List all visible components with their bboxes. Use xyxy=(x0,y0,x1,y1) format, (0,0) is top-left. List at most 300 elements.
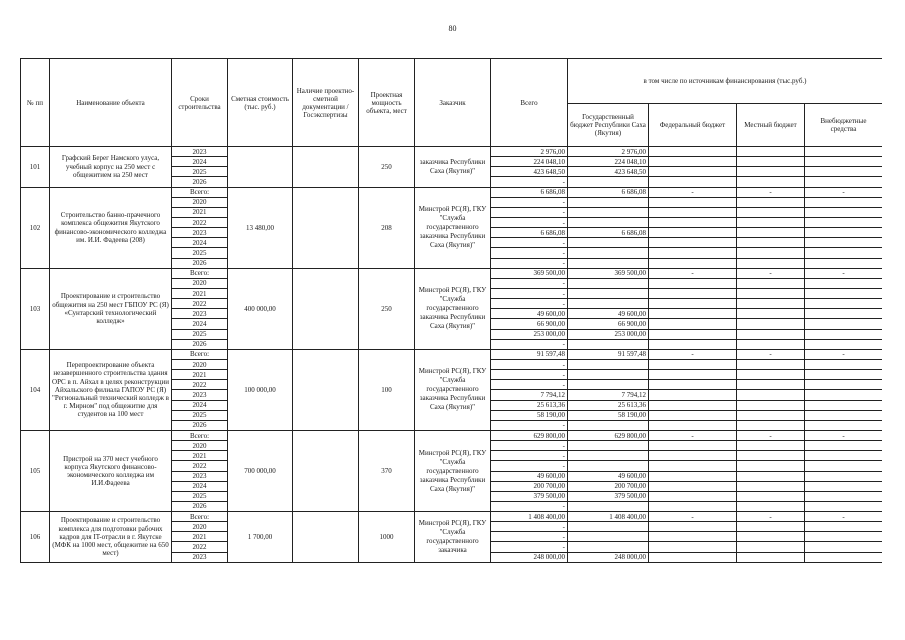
row-extra xyxy=(805,248,883,258)
row-state xyxy=(568,522,649,532)
row-year: Всего: xyxy=(172,430,228,440)
row-state: 200 700,00 xyxy=(568,481,649,491)
row-extra xyxy=(805,288,883,298)
row-total: - xyxy=(491,370,568,380)
row-federal xyxy=(649,420,737,430)
table-row xyxy=(21,187,883,197)
row-local: - xyxy=(737,349,805,359)
row-federal xyxy=(649,278,737,288)
table-row xyxy=(21,349,883,359)
row-extra xyxy=(805,441,883,451)
row-state: 66 900,00 xyxy=(568,319,649,329)
project-customer: Минстрой РС(Я), ГКУ "Служба государственного заказчика Республики Саха (Якутия)" xyxy=(415,187,491,268)
header-source-extra: Внебюджетные средства xyxy=(805,104,883,147)
header-total: Всего xyxy=(491,59,568,147)
row-local xyxy=(737,339,805,349)
project-estimate: 1 700,00 xyxy=(228,512,293,563)
row-year: 2026 xyxy=(172,501,228,511)
row-extra: - xyxy=(805,349,883,359)
row-federal: - xyxy=(649,512,737,522)
project-name: Проектирование и строительство общежития на 250 мест ГБПОУ РС (Я) «Сунтарский технологический колледж» xyxy=(50,268,172,349)
row-state xyxy=(568,359,649,369)
row-state xyxy=(568,339,649,349)
project-estimate: 100 000,00 xyxy=(228,349,293,430)
row-year: 2022 xyxy=(172,542,228,552)
row-extra xyxy=(805,552,883,562)
row-total: - xyxy=(491,299,568,309)
row-federal: - xyxy=(649,430,737,440)
row-state xyxy=(568,248,649,258)
row-extra xyxy=(805,228,883,238)
row-year: 2020 xyxy=(172,278,228,288)
row-federal xyxy=(649,359,737,369)
row-federal xyxy=(649,238,737,248)
row-year: 2023 xyxy=(172,147,228,157)
row-state xyxy=(568,420,649,430)
row-year: 2021 xyxy=(172,370,228,380)
row-state: 423 648,50 xyxy=(568,167,649,177)
row-extra xyxy=(805,390,883,400)
row-total: 369 500,00 xyxy=(491,268,568,278)
row-state: 7 794,12 xyxy=(568,390,649,400)
row-extra xyxy=(805,329,883,339)
row-local xyxy=(737,461,805,471)
row-local xyxy=(737,370,805,380)
row-year: 2020 xyxy=(172,197,228,207)
row-total: - xyxy=(491,238,568,248)
financing-table-sheet xyxy=(20,58,882,589)
project-number: 102 xyxy=(21,187,50,268)
row-federal xyxy=(649,217,737,227)
row-local xyxy=(737,177,805,187)
row-state: 248 000,00 xyxy=(568,552,649,562)
row-extra: - xyxy=(805,512,883,522)
row-state xyxy=(568,441,649,451)
row-total: 423 648,50 xyxy=(491,167,568,177)
row-year: 2024 xyxy=(172,157,228,167)
project-docs xyxy=(293,147,359,188)
row-local xyxy=(737,197,805,207)
header-source-local: Местный бюджет xyxy=(737,104,805,147)
row-total: 1 408 400,00 xyxy=(491,512,568,522)
project-estimate: 700 000,00 xyxy=(228,430,293,511)
row-year: 2021 xyxy=(172,451,228,461)
header-num: № пп xyxy=(21,59,50,147)
row-federal xyxy=(649,532,737,542)
row-extra xyxy=(805,359,883,369)
project-name: Перепроектирование объекта незавершенного строительства здания ОРС в п. Айхал в целях реконструкции Айхальского филиала ГАПОУ РС (Я) "Региональный технический колледж в г. Мирном" под общежитие для студентов на 100 мест xyxy=(50,349,172,430)
row-total: 7 794,12 xyxy=(491,390,568,400)
row-federal xyxy=(649,288,737,298)
row-total: 253 000,00 xyxy=(491,329,568,339)
row-total: 6 686,08 xyxy=(491,187,568,197)
row-local xyxy=(737,299,805,309)
row-local xyxy=(737,157,805,167)
row-federal xyxy=(649,441,737,451)
row-year: 2021 xyxy=(172,207,228,217)
row-local: - xyxy=(737,430,805,440)
header-estimate: Сметная стоимость (тыс. руб.) xyxy=(228,59,293,147)
row-total: - xyxy=(491,207,568,217)
row-extra xyxy=(805,451,883,461)
row-year: 2020 xyxy=(172,359,228,369)
project-capacity: 1000 xyxy=(359,512,415,563)
project-number: 103 xyxy=(21,268,50,349)
header-terms: Сроки строительства xyxy=(172,59,228,147)
row-state xyxy=(568,177,649,187)
row-extra xyxy=(805,491,883,501)
row-total: 49 600,00 xyxy=(491,471,568,481)
row-extra xyxy=(805,299,883,309)
row-total: - xyxy=(491,177,568,187)
row-extra xyxy=(805,258,883,268)
row-federal xyxy=(649,207,737,217)
row-local: - xyxy=(737,512,805,522)
project-docs xyxy=(293,512,359,563)
row-year: 2023 xyxy=(172,552,228,562)
row-state xyxy=(568,238,649,248)
row-state: 6 686,08 xyxy=(568,228,649,238)
table-row xyxy=(21,147,883,157)
project-name: Пристрой на 370 мест учебного корпуса Якутского финансово-экономического колледжа им И.И.Фадеева xyxy=(50,430,172,511)
project-docs xyxy=(293,268,359,349)
header-name: Наименование объекта xyxy=(50,59,172,147)
row-local xyxy=(737,400,805,410)
row-federal xyxy=(649,329,737,339)
project-docs xyxy=(293,430,359,511)
row-federal: - xyxy=(649,268,737,278)
row-year: 2025 xyxy=(172,329,228,339)
row-federal xyxy=(649,501,737,511)
row-local xyxy=(737,390,805,400)
row-federal xyxy=(649,177,737,187)
row-total: 66 900,00 xyxy=(491,319,568,329)
row-local xyxy=(737,359,805,369)
row-total: 25 613,36 xyxy=(491,400,568,410)
row-local xyxy=(737,420,805,430)
row-state xyxy=(568,461,649,471)
row-federal xyxy=(649,147,737,157)
row-year: 2023 xyxy=(172,471,228,481)
row-year: Всего: xyxy=(172,187,228,197)
row-year: 2024 xyxy=(172,400,228,410)
row-local xyxy=(737,501,805,511)
row-extra xyxy=(805,207,883,217)
row-federal xyxy=(649,339,737,349)
row-total: - xyxy=(491,359,568,369)
row-year: 2023 xyxy=(172,228,228,238)
row-federal xyxy=(649,410,737,420)
row-state: 1 408 400,00 xyxy=(568,512,649,522)
row-extra xyxy=(805,380,883,390)
row-year: 2025 xyxy=(172,410,228,420)
row-local xyxy=(737,522,805,532)
table-row xyxy=(21,268,883,278)
row-federal xyxy=(649,309,737,319)
row-extra xyxy=(805,238,883,248)
project-customer: заказчика Республики Саха (Якутия)" xyxy=(415,147,491,188)
row-year: 2023 xyxy=(172,309,228,319)
row-total: - xyxy=(491,461,568,471)
row-federal xyxy=(649,390,737,400)
row-local xyxy=(737,238,805,248)
row-total: 629 800,00 xyxy=(491,430,568,440)
row-extra xyxy=(805,481,883,491)
row-total: - xyxy=(491,501,568,511)
row-local xyxy=(737,410,805,420)
row-local: - xyxy=(737,268,805,278)
row-year: Всего: xyxy=(172,268,228,278)
row-local xyxy=(737,441,805,451)
header-source-federal: Федеральный бюджет xyxy=(649,104,737,147)
row-federal xyxy=(649,471,737,481)
row-extra xyxy=(805,501,883,511)
row-federal: - xyxy=(649,187,737,197)
row-local xyxy=(737,380,805,390)
project-customer: Минстрой РС(Я), ГКУ "Служба государственного заказчика Республики Саха (Якутия)" xyxy=(415,430,491,511)
project-customer: Минстрой РС(Я), ГКУ "Служба государственного заказчика xyxy=(415,512,491,563)
row-federal xyxy=(649,481,737,491)
project-customer: Минстрой РС(Я), ГКУ "Служба государственного заказчика Республики Саха (Якутия)" xyxy=(415,349,491,430)
row-local: - xyxy=(737,187,805,197)
row-extra xyxy=(805,461,883,471)
project-docs xyxy=(293,349,359,430)
row-federal xyxy=(649,491,737,501)
row-local xyxy=(737,248,805,258)
row-total: - xyxy=(491,522,568,532)
row-total: - xyxy=(491,451,568,461)
row-federal xyxy=(649,258,737,268)
row-local xyxy=(737,451,805,461)
project-name: Графский Берег Намского улуса, учебный корпус на 250 мест с общежитием на 250 мест xyxy=(50,147,172,188)
row-extra: - xyxy=(805,430,883,440)
row-state xyxy=(568,278,649,288)
row-federal xyxy=(649,522,737,532)
row-total: - xyxy=(491,542,568,552)
row-extra xyxy=(805,522,883,532)
row-federal xyxy=(649,299,737,309)
project-estimate: 400 000,00 xyxy=(228,268,293,349)
row-local xyxy=(737,147,805,157)
row-local xyxy=(737,329,805,339)
project-capacity: 250 xyxy=(359,268,415,349)
row-year: 2026 xyxy=(172,177,228,187)
row-local xyxy=(737,309,805,319)
page-number: 80 xyxy=(448,24,457,33)
row-total: - xyxy=(491,278,568,288)
row-state xyxy=(568,197,649,207)
project-number: 104 xyxy=(21,349,50,430)
row-total: - xyxy=(491,258,568,268)
row-federal xyxy=(649,167,737,177)
project-number: 106 xyxy=(21,512,50,563)
row-extra xyxy=(805,319,883,329)
row-federal xyxy=(649,552,737,562)
row-federal: - xyxy=(649,349,737,359)
row-federal xyxy=(649,380,737,390)
row-state: 224 048,10 xyxy=(568,157,649,167)
row-state xyxy=(568,451,649,461)
row-state xyxy=(568,542,649,552)
financing-table xyxy=(20,58,882,563)
row-local xyxy=(737,217,805,227)
row-state xyxy=(568,370,649,380)
row-state xyxy=(568,299,649,309)
row-local xyxy=(737,167,805,177)
row-federal xyxy=(649,400,737,410)
row-federal xyxy=(649,461,737,471)
row-year: 2026 xyxy=(172,339,228,349)
project-number: 101 xyxy=(21,147,50,188)
row-year: Всего: xyxy=(172,512,228,522)
row-total: - xyxy=(491,288,568,298)
project-name: Проектирование и строительство комплекса для подготовки рабочих кадров для IT-отрасли в г. Якутске (МФК на 1000 мест, общежитие на 650 мест) xyxy=(50,512,172,563)
row-total: 6 686,08 xyxy=(491,228,568,238)
row-total: - xyxy=(491,248,568,258)
row-extra xyxy=(805,217,883,227)
row-total: - xyxy=(491,197,568,207)
row-state xyxy=(568,217,649,227)
row-local xyxy=(737,471,805,481)
row-total: - xyxy=(491,420,568,430)
row-year: 2020 xyxy=(172,441,228,451)
row-total: 58 190,00 xyxy=(491,410,568,420)
row-extra xyxy=(805,177,883,187)
row-local xyxy=(737,288,805,298)
project-capacity: 208 xyxy=(359,187,415,268)
row-extra xyxy=(805,542,883,552)
header-sources-group: в том числе по источникам финансирования (тыс.руб.) xyxy=(568,59,883,104)
row-total: 379 500,00 xyxy=(491,491,568,501)
row-federal xyxy=(649,248,737,258)
row-state xyxy=(568,207,649,217)
row-total: 91 597,48 xyxy=(491,349,568,359)
row-state xyxy=(568,501,649,511)
row-year: 2025 xyxy=(172,248,228,258)
project-capacity: 250 xyxy=(359,147,415,188)
row-extra xyxy=(805,167,883,177)
row-extra: - xyxy=(805,187,883,197)
row-total: - xyxy=(491,441,568,451)
row-total: - xyxy=(491,532,568,542)
row-local xyxy=(737,532,805,542)
row-state: 6 686,08 xyxy=(568,187,649,197)
row-federal xyxy=(649,451,737,461)
row-extra xyxy=(805,532,883,542)
row-year: 2026 xyxy=(172,420,228,430)
row-state: 49 600,00 xyxy=(568,471,649,481)
row-federal xyxy=(649,197,737,207)
row-year: 2021 xyxy=(172,532,228,542)
row-total: - xyxy=(491,339,568,349)
header-source-state: Государственный бюджет Республики Саха (Якутия) xyxy=(568,104,649,147)
row-year: 2023 xyxy=(172,390,228,400)
row-state xyxy=(568,380,649,390)
row-total: - xyxy=(491,380,568,390)
project-capacity: 100 xyxy=(359,349,415,430)
header-capacity: Проектная мощность объекта, мест xyxy=(359,59,415,147)
row-extra: - xyxy=(805,268,883,278)
row-local xyxy=(737,278,805,288)
project-capacity: 370 xyxy=(359,430,415,511)
project-estimate xyxy=(228,147,293,188)
row-year: 2022 xyxy=(172,380,228,390)
row-state: 253 000,00 xyxy=(568,329,649,339)
row-extra xyxy=(805,370,883,380)
row-extra xyxy=(805,471,883,481)
row-state xyxy=(568,258,649,268)
row-total: 224 048,10 xyxy=(491,157,568,167)
row-local xyxy=(737,491,805,501)
row-extra xyxy=(805,400,883,410)
row-state xyxy=(568,532,649,542)
row-local xyxy=(737,258,805,268)
row-federal xyxy=(649,228,737,238)
row-extra xyxy=(805,339,883,349)
row-local xyxy=(737,319,805,329)
row-local xyxy=(737,207,805,217)
row-federal xyxy=(649,370,737,380)
project-docs xyxy=(293,187,359,268)
row-extra xyxy=(805,147,883,157)
row-state: 25 613,36 xyxy=(568,400,649,410)
project-customer: Минстрой РС(Я), ГКУ "Служба государственного заказчика Республики Саха (Якутия)" xyxy=(415,268,491,349)
row-federal xyxy=(649,157,737,167)
row-total: 49 600,00 xyxy=(491,309,568,319)
row-year: 2025 xyxy=(172,491,228,501)
row-year: 2024 xyxy=(172,481,228,491)
row-year: 2022 xyxy=(172,299,228,309)
row-state: 2 976,00 xyxy=(568,147,649,157)
row-local xyxy=(737,552,805,562)
row-federal xyxy=(649,542,737,552)
row-state: 629 800,00 xyxy=(568,430,649,440)
row-state: 379 500,00 xyxy=(568,491,649,501)
row-year: 2025 xyxy=(172,167,228,177)
project-estimate: 13 480,00 xyxy=(228,187,293,268)
row-year: 2024 xyxy=(172,238,228,248)
row-extra xyxy=(805,157,883,167)
row-state: 369 500,00 xyxy=(568,268,649,278)
project-name: Строительство банно-прачечного комплекса общежития Якутского финансово-экономического колледжа им. И.И. Фадеева (208) xyxy=(50,187,172,268)
row-state: 91 597,48 xyxy=(568,349,649,359)
row-year: 2020 xyxy=(172,522,228,532)
row-extra xyxy=(805,309,883,319)
header-customer: Заказчик xyxy=(415,59,491,147)
row-year: 2021 xyxy=(172,288,228,298)
row-year: 2022 xyxy=(172,217,228,227)
header-docs: Наличие проектно-сметной документации /Госэкспертизы xyxy=(293,59,359,147)
row-state: 58 190,00 xyxy=(568,410,649,420)
row-year: 2026 xyxy=(172,258,228,268)
row-total: - xyxy=(491,217,568,227)
table-row xyxy=(21,430,883,440)
row-year: 2022 xyxy=(172,461,228,471)
row-extra xyxy=(805,278,883,288)
row-total: 2 976,00 xyxy=(491,147,568,157)
row-state xyxy=(568,288,649,298)
row-extra xyxy=(805,197,883,207)
row-state: 49 600,00 xyxy=(568,309,649,319)
row-local xyxy=(737,481,805,491)
table-body xyxy=(21,147,883,563)
row-total: 248 000,00 xyxy=(491,552,568,562)
table-row xyxy=(21,512,883,522)
row-extra xyxy=(805,420,883,430)
row-local xyxy=(737,228,805,238)
row-year: Всего: xyxy=(172,349,228,359)
project-number: 105 xyxy=(21,430,50,511)
